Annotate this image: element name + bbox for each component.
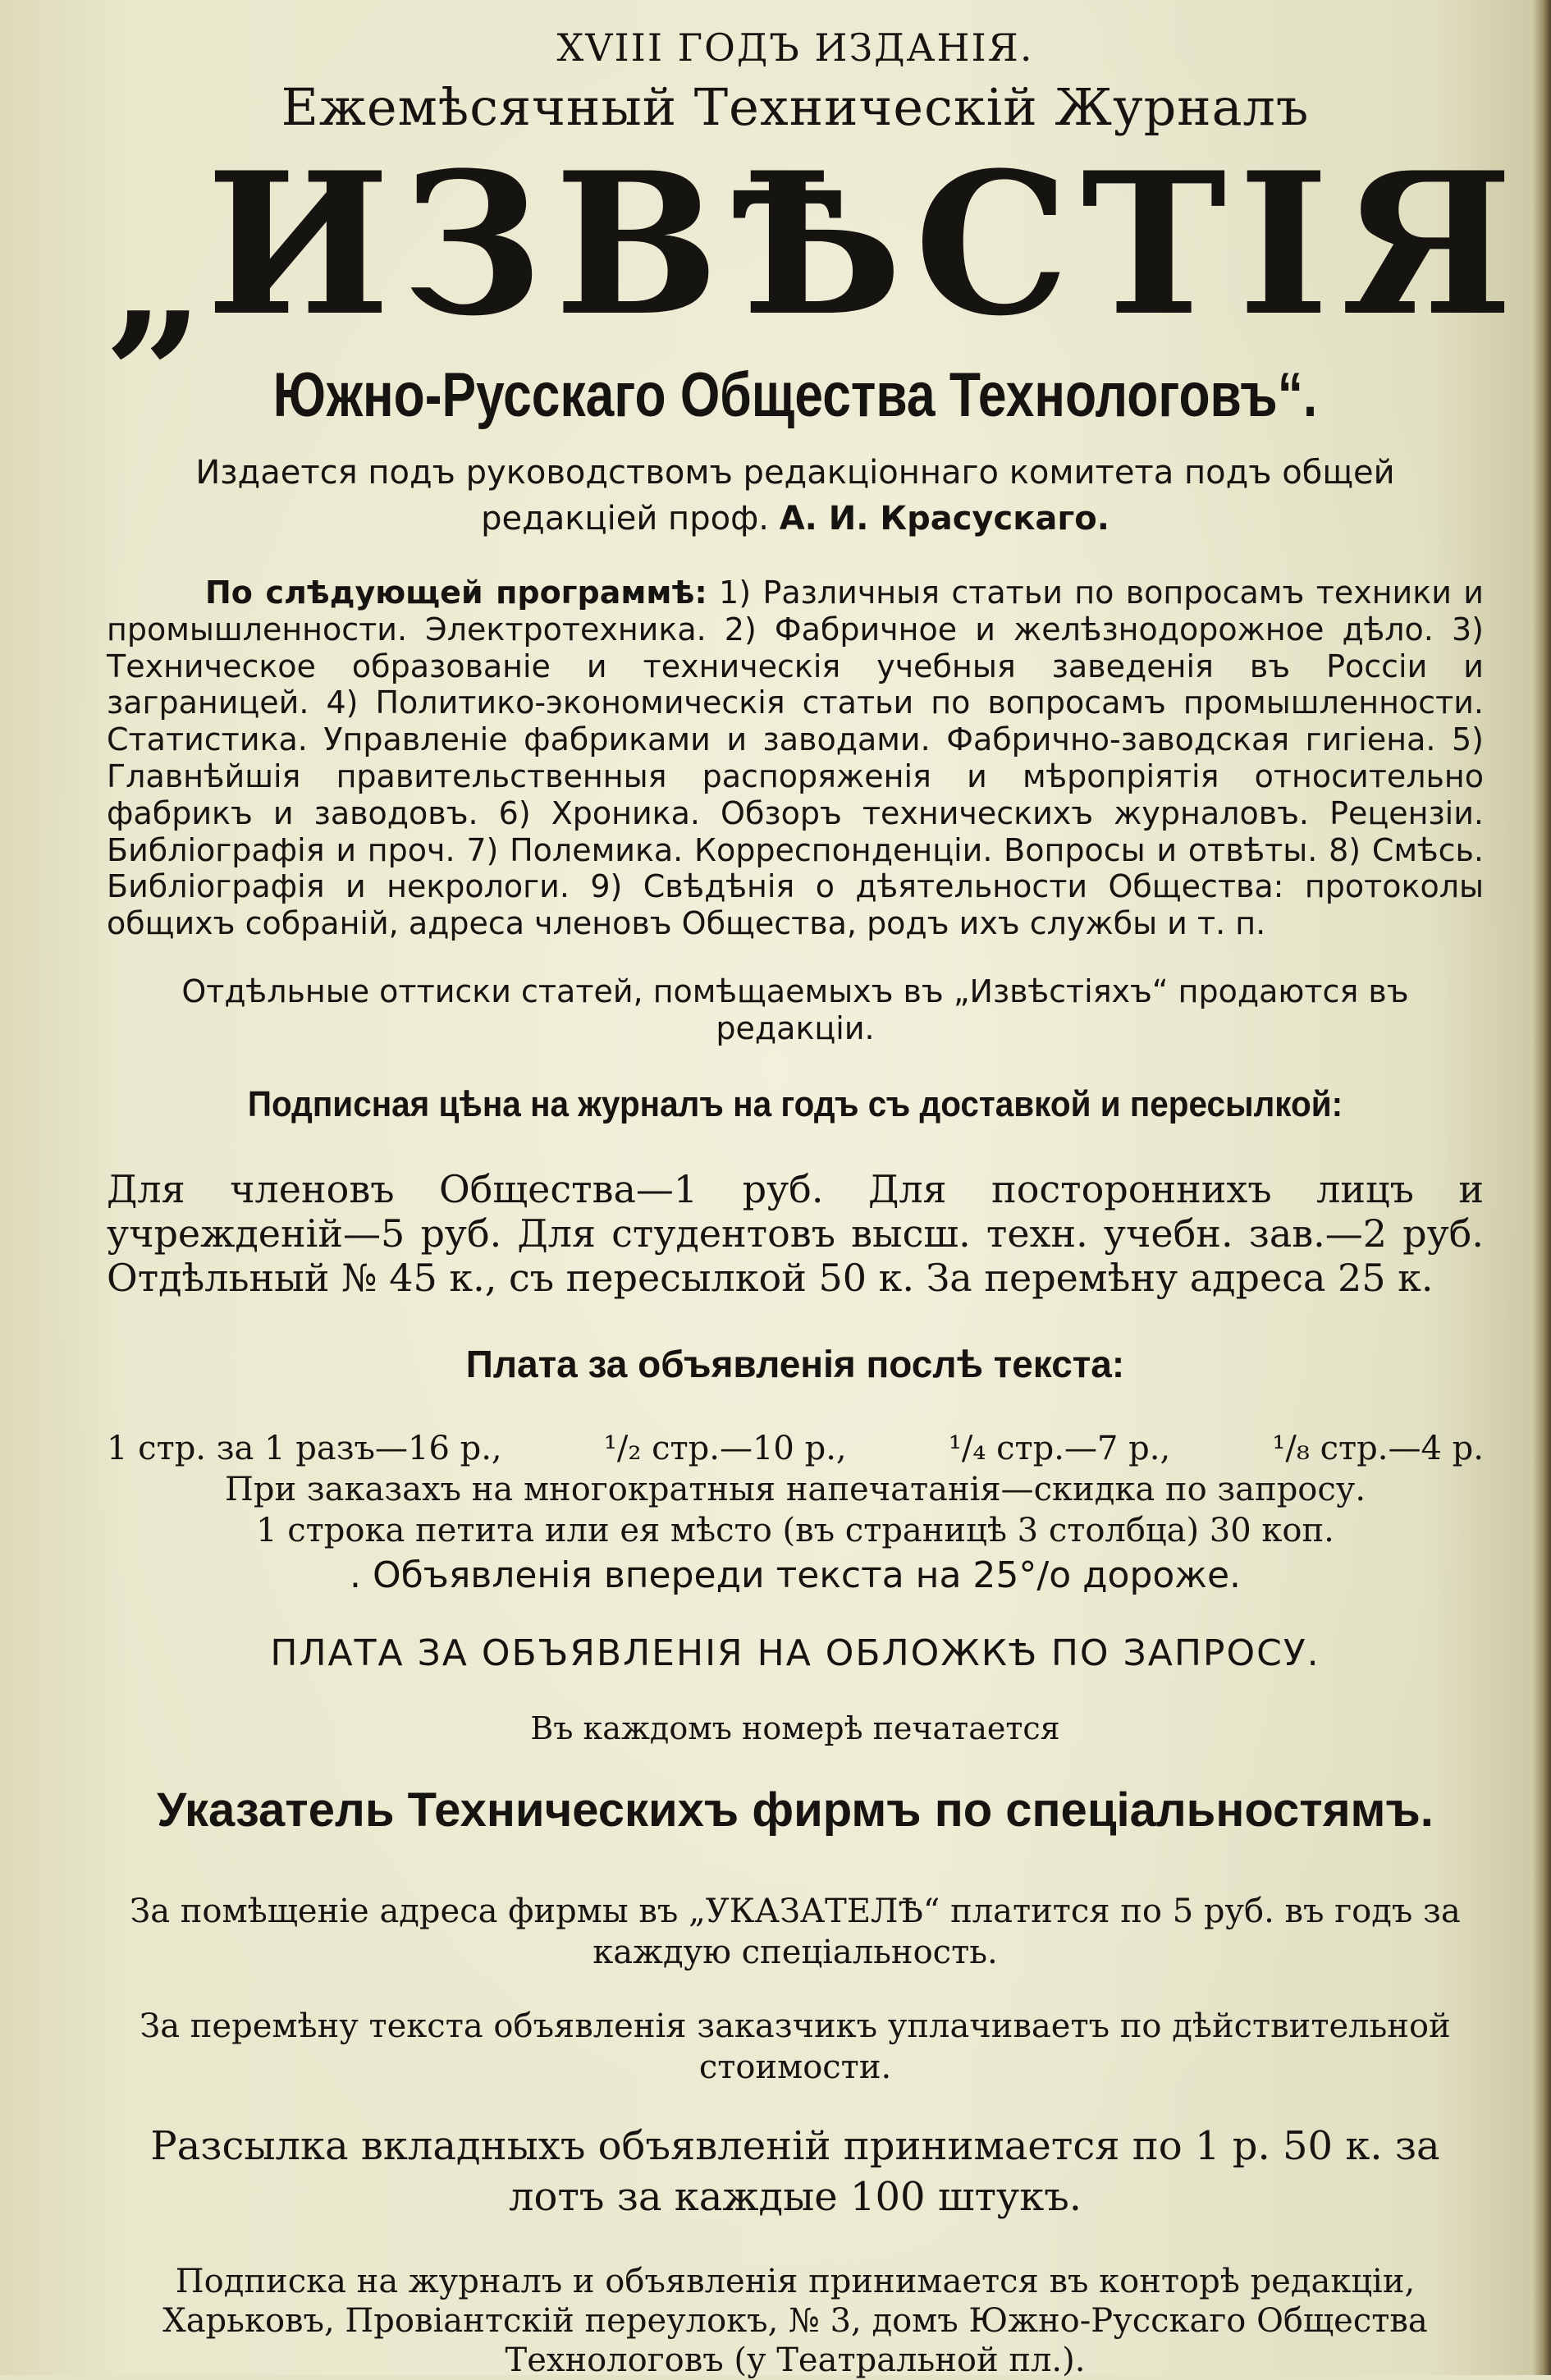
cover-ads-note: ПЛАТА ЗА ОБЪЯВЛЕНІЯ НА ОБЛОЖКѢ ПО ЗАПРОСУ. <box>270 1632 1320 1674</box>
page-edge-shadow <box>1533 0 1551 2375</box>
society-name: Южно-Русскаго Общества Технологовъ“. <box>272 360 1318 430</box>
program-lead: По слѣдующей программѣ: <box>205 574 707 611</box>
offprints-note: Отдѣльные оттиски статей, помѣщаемыхъ въ „Извѣстіяхъ“ продаются въ редакціи. <box>181 973 1409 1046</box>
discount-note: При заказахъ на многократныя напечатанія—скидка по запросу. <box>224 1470 1366 1508</box>
editorial-text: Издается подъ руководствомъ редакціоннаго комитета подъ общей редакціей проф. <box>195 454 1395 538</box>
program-text: 1) Различныя статьи по вопросамъ техники и промышленности. Электротехника. 2) Фабричное и желѣзнодорожное дѣло. 3) Техническое образованіе и техническія учебныя заведенія въ Россіи и заграницей. 4) Политико-экономическія статьи по вопросамъ промышленности. Статистика. Управленіе фабриками и заводами. Фабрично-заводская гигіена. 5) Главнѣйшія правительственныя распоряженія и мѣропріятія относительно фабрикъ и заводовъ. 6) Хроника. Обзоръ техническихъ журналовъ. Рецензіи. Библіографія и проч. 7) Полемика. Корреспонденціи. Вопросы и отвѣты. 8) Смѣсь. Библіографія и некрологи. 9) Свѣдѣнія о дѣятельности Общества: протоколы общихъ собраній, адреса членовъ Общества, родъ ихъ службы и т. п. <box>107 574 1484 942</box>
program-paragraph <box>107 574 1484 942</box>
editorial-statement <box>107 450 1484 542</box>
subscription-heading: Подписная цѣна на журналъ на годъ съ доставкой и пересылкой: <box>247 1083 1343 1124</box>
rate-half-page: ¹/₂ стр.—10 р., <box>603 1429 847 1467</box>
rate-full-page: 1 стр. за 1 разъ—16 р., <box>107 1429 502 1467</box>
editor-name: А. И. Красускаго. <box>779 500 1109 538</box>
index-placement-price: За помѣщеніе адреса фирмы въ „УКАЗАТЕЛѢ“ платится по 5 руб. въ годъ за каждую спеціальность. <box>130 1892 1461 1971</box>
rate-row <box>107 1428 1484 1469</box>
firm-index-heading: Указатель Техническихъ фирмъ по спеціальностямъ. <box>157 1783 1434 1837</box>
front-ads-note: . Объявленія впереди текста на 25°/о дороже. <box>349 1554 1241 1596</box>
advertising-heading: Плата за объявленія послѣ текста: <box>465 1342 1125 1385</box>
edition-line: XVIII ГОДЪ ИЗДАНІЯ. <box>556 25 1034 70</box>
rate-eighth-page: ¹/₈ стр.—4 р. <box>1272 1429 1484 1467</box>
index-change-price: За перемѣну текста объявленія заказчикъ уплачиваетъ по дѣйствительной стоимости. <box>140 2007 1451 2086</box>
journal-subtitle: Ежемѣсячный Техническій Журналъ <box>281 77 1310 137</box>
inserts-note: Разсылка вкладныхъ объявленій принимается по 1 р. 50 к. за лотъ за каждые 100 штукъ. <box>150 2122 1440 2220</box>
subscription-prices: Для членовъ Общества—1 руб. Для постороннихъ лицъ и учрежденій—5 руб. Для студентовъ высш. техн. учебн. зав.—2 руб. Отдѣльный № 45 к., съ пересылкой 50 к. За перемѣну адреса 25 к. <box>107 1166 1484 1300</box>
each-issue-note: Въ каждомъ номерѣ печатается <box>530 1709 1060 1746</box>
title-opening-quote: „ <box>107 176 206 378</box>
journal-title <box>107 130 1525 378</box>
title-text: ИЗВѢСТІЯ <box>205 130 1525 359</box>
petit-line-rate: 1 строка петита или ея мѣсто (въ страницѣ 3 столбца) 30 коп. <box>256 1511 1334 1549</box>
contact-address: Подписка на журналъ и объявленія принимается въ конторѣ редакціи, Харьковъ, Провіантскій переулокъ, № 3, домъ Южно-Русскаго Общества Технологовъ (у Театральной пл.). <box>162 2262 1428 2379</box>
advertising-rates <box>107 1428 1484 1551</box>
rate-quarter-page: ¹/₄ стр.—7 р., <box>948 1429 1171 1467</box>
